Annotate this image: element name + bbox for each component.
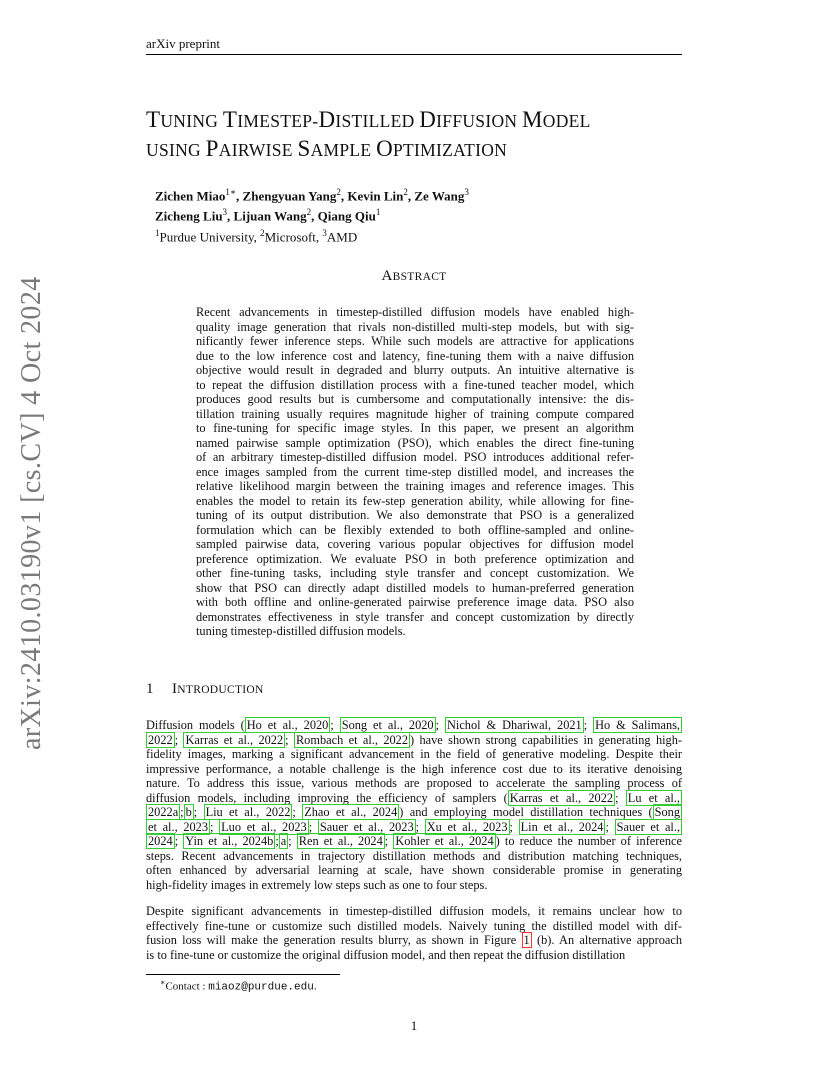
abstract-line: quality image generation that rivals non-distilled multi-step models, but with sig- [196,319,634,334]
running-header: arXiv preprint [146,36,221,51]
citation-link[interactable]: Liu et al., 2022 [205,805,291,819]
abstract-line: with both offline and online-generated pairwise preference image data. PSO also [196,595,634,609]
title-small-caps: UNING [160,111,223,131]
abstract-line: due to the low inference cost and latency, fine-tuning them with a naive diffusion [196,348,634,363]
citation-link[interactable]: Sauer et al., 2023 [319,819,414,834]
affiliations [155,225,469,245]
affiliation-mark: 2 [260,227,265,238]
title-small-caps: ODEL [542,111,591,131]
citation-link[interactable]: Lin et al., 2024 [520,819,604,834]
figure-reference-link[interactable]: 1 [523,933,530,947]
text-line [146,820,682,835]
text-run: ; [509,819,519,834]
affiliation-name: AMD [326,228,358,244]
text-line [146,747,682,762]
citation-link[interactable]: Ho & Salimans, [595,718,681,732]
citation-link[interactable]: Zhao et al., 2024 [304,805,398,819]
text-line [146,834,682,849]
citation-link[interactable]: 2024 [148,834,173,848]
affiliation-mark: 1 [155,227,160,238]
text-run: ; [193,805,204,819]
text-line [146,933,682,948]
abstract-line: formulation which can be flexibly extended to both offline-sampled and online- [196,522,634,537]
abstract-heading [0,268,828,285]
text-run: ; [435,718,445,732]
title-cap: D [318,107,336,132]
text-run: ; [384,834,394,848]
author-name: , Zhengyuan Yang [236,188,337,204]
citation-link[interactable]: 2022a [148,805,179,819]
text-line [146,878,682,893]
text-line [146,791,682,806]
title-small-caps: IFFUSION [436,111,522,131]
abstract-line: other fine-tuning tasks, including style transfer and concept customization. We [196,566,634,580]
text-run: ; [285,732,294,747]
abstract-line: tillation training usually requires magnitude higher of training compute compared [196,406,634,421]
footnote-marker: ∗ [160,978,166,987]
citation-link[interactable]: Yin et al., 2024b [185,834,274,848]
abstract-line: produces good results but is cumbersome and computationally intensive: the dis- [196,392,634,406]
abstract-line: Recent advancements in timestep-distilled diffusion models have enabled high- [196,305,634,319]
author-affiliation-mark: 1 [375,207,381,218]
text-run: ; [605,819,615,834]
author-name: , Kevin Lin [340,188,404,204]
footnote-rule [146,974,340,975]
author-affiliation-mark: 1∗ [225,187,237,197]
title-cap: S [297,136,311,161]
text-line [146,776,682,791]
citation-link[interactable]: Nichol & Dhariwal, 2021 [446,718,582,732]
citation-link[interactable]: Rombach et al., 2022 [295,732,409,747]
text-run: often enhanced by adversarial learning at scale, have shown considerable promise in generating [146,863,682,877]
title-small-caps: AIRWISE [218,140,298,160]
paper-title [146,106,706,164]
text-line [146,863,682,878]
text-run: ; [174,732,184,747]
text-run: ; [615,790,626,805]
citation-link[interactable]: Sauer et al., [616,819,681,834]
author-affiliation-mark: 2 [306,207,312,218]
author-name: Zicheng Liu [155,208,223,224]
title-small-caps: AMPLE [310,140,377,160]
text-run: ; [330,718,340,732]
abstract-line: demonstrates effectiveness in style transfer and concept customization by directly [196,609,634,624]
author-name: Zichen Miao [155,188,226,204]
intro-paragraph-2 [146,904,682,962]
abstract-line: preference optimization. We evaluate PSO in both preference optimization and [196,551,634,566]
author-affiliation-mark: 2 [336,187,341,197]
title-cap: P [205,136,219,161]
text-run: Despite significant advancements in timestep-distilled diffusion models, it remains unclear how to [146,904,682,918]
author-affiliation-mark: 3 [464,187,469,197]
text-line [146,849,682,864]
citation-link[interactable]: Kohler et al., 2024 [395,834,494,848]
abstract-line: named pairwise sample optimization (PSO), which enables the direct fine-tuning [196,435,634,450]
title-cap: T [222,107,238,132]
intro-paragraph-1 [146,718,682,892]
title-cap: M [522,107,543,132]
text-run: ) have shown strong capabilities in generating high- [410,732,682,747]
text-run: ; [174,834,184,848]
contact-email-link[interactable]: miaoz@purdue.edu [208,981,314,994]
section-heading-introduction [146,681,264,698]
abstract-line: tuning timestep-distilled diffusion models. [196,624,406,638]
abstract-line: to fine-tuning for specific image styles. In this paper, we present an algorithm [196,421,634,435]
text-line [146,762,682,777]
text-run: ; [288,834,297,848]
text-run: fidelity images, marking a significant advancement in the field of generative modeling. Despite their [146,747,682,761]
title-cap: D [419,107,437,132]
abstract-line: enables the model to retain its few-step generation ability, while allowing for fine- [196,493,634,508]
arxiv-identifier[interactable]: arXiv:2410.03190v1 [cs.CV] 4 Oct 2024 [16,276,47,750]
text-line [146,919,682,934]
title-line-2 [146,135,706,164]
text-run: ) to reduce the number of inference [495,834,682,848]
text-run: ; [583,718,594,732]
abstract-body [196,305,634,639]
abstract-heading-cap: A [381,268,393,284]
text-line [146,805,682,820]
affiliation-mark: 3 [322,227,327,238]
citation-link[interactable]: Ren et al., 2024 [298,834,383,848]
abstract-line: objective would result in degraded and blurry outputs. An intuitive alternative is [196,363,634,377]
citation-link[interactable]: Song et al., 2020 [341,718,434,732]
authors-line-1 [155,184,469,204]
page-number: 1 [410,1018,418,1033]
abstract-line: to repeat the diffusion distillation process with a fine-tuned teacher model, which [196,377,634,392]
citation-link[interactable]: et al., 2023 [148,819,209,834]
text-run: diffusion models, including improving the efficiency of samplers ( [146,790,508,805]
citation-link[interactable]: Lu et al., [627,790,681,805]
text-run: is to fine-tune or customize the original diffusion model, and then repeat the diffusion distillation [146,947,626,962]
text-line [146,948,682,963]
text-run: high-fidelity images in extremely low steps such as one to four steps. [146,877,488,892]
text-line [146,904,682,919]
title-line-1 [146,106,706,135]
text-run: impressive performance, a notable challenge is the high inference cost due to its iterative denoising [146,761,682,776]
text-run: ; [308,819,318,834]
title-small-caps: ISTILLED [335,111,420,131]
author-name: , Ze Wang [407,188,465,204]
footnote-label: Contact : [165,980,209,993]
citation-link[interactable]: Song [654,805,681,819]
author-name: , Lijuan Wang [227,208,307,224]
abstract-line: show that PSO can directly adapt distilled models to human-preferred generation [196,580,634,595]
author-affiliation-mark: 2 [403,187,408,197]
abstract-line: nificantly fewer inference steps. While such models are attractive for applications [196,334,634,348]
header-rule [146,54,682,55]
footnote [160,978,317,994]
citation-link[interactable]: Xu et al., 2023 [426,819,508,834]
abstract-line: tuning of its output distribution. We also demonstrate that PSO is a generalized [196,508,634,522]
abstract-line: of an arbitrary timestep-distilled diffusion model. PSO introduces additional refer- [196,450,634,464]
footnote-end: . [313,980,317,993]
title-small-caps: IMESTEP- [237,111,319,131]
title-cap: T [146,107,161,132]
abstract-line: sampled pairwise data, covering various popular objectives for diffusion model [196,537,634,551]
citation-link[interactable]: Ho et al., 2020 [246,718,329,732]
section-number: 1 [146,681,154,697]
text-run: effectively fine-tune or customize such distilled models. Naively tuning the distilled model with dif- [146,918,682,933]
text-line [146,718,682,733]
abstract-line: relative likelihood margin between the training images and reference images. This [196,479,634,493]
text-run: ; [275,834,279,848]
citation-link[interactable]: Karras et al., 2022 [509,790,614,805]
text-run: fusion loss will make the generation results blurry, as shown in Figure [146,933,522,947]
title-small-caps: PTIMIZATION [392,140,508,160]
abstract-heading-rest: BSTRACT [392,271,447,283]
author-block [155,184,469,245]
text-run: ; [180,805,184,819]
section-title-rest: NTRODUCTION [177,684,264,696]
text-run: nature. To address this issue, various methods are proposed to accelerate the sampling process of [146,776,682,790]
text-run: ) and employing model distillation techniques ( [399,805,653,819]
citation-link[interactable]: a [280,834,287,848]
citation-link[interactable]: Luo et al., 2023 [221,819,307,834]
affiliation-name: Microsoft, [264,228,323,244]
citation-link[interactable]: b [185,805,192,819]
author-name: , Qiang Qiu [311,208,376,224]
citation-link[interactable]: 2022 [148,732,173,747]
title-small-caps: USING [146,140,206,160]
citation-link[interactable]: Karras et al., 2022 [185,732,284,747]
affiliation-name: Purdue University, [159,228,261,244]
text-run: ; [210,819,220,834]
text-run: steps. Recent advancements in trajectory distillation methods and distribution matching techniques, [146,848,682,863]
text-run: ; [415,819,425,834]
text-run: (b). An alternative approach [531,933,682,947]
title-cap: O [376,136,393,161]
text-run: ; [292,805,303,819]
text-run: Diffusion models ( [146,718,245,732]
abstract-line: ence images sampled from the current time-step distilled model, and increases the [196,464,634,479]
author-affiliation-mark: 3 [222,207,228,218]
section-title-cap: I [172,681,178,697]
authors-line-2 [155,204,469,224]
text-line [146,733,682,748]
